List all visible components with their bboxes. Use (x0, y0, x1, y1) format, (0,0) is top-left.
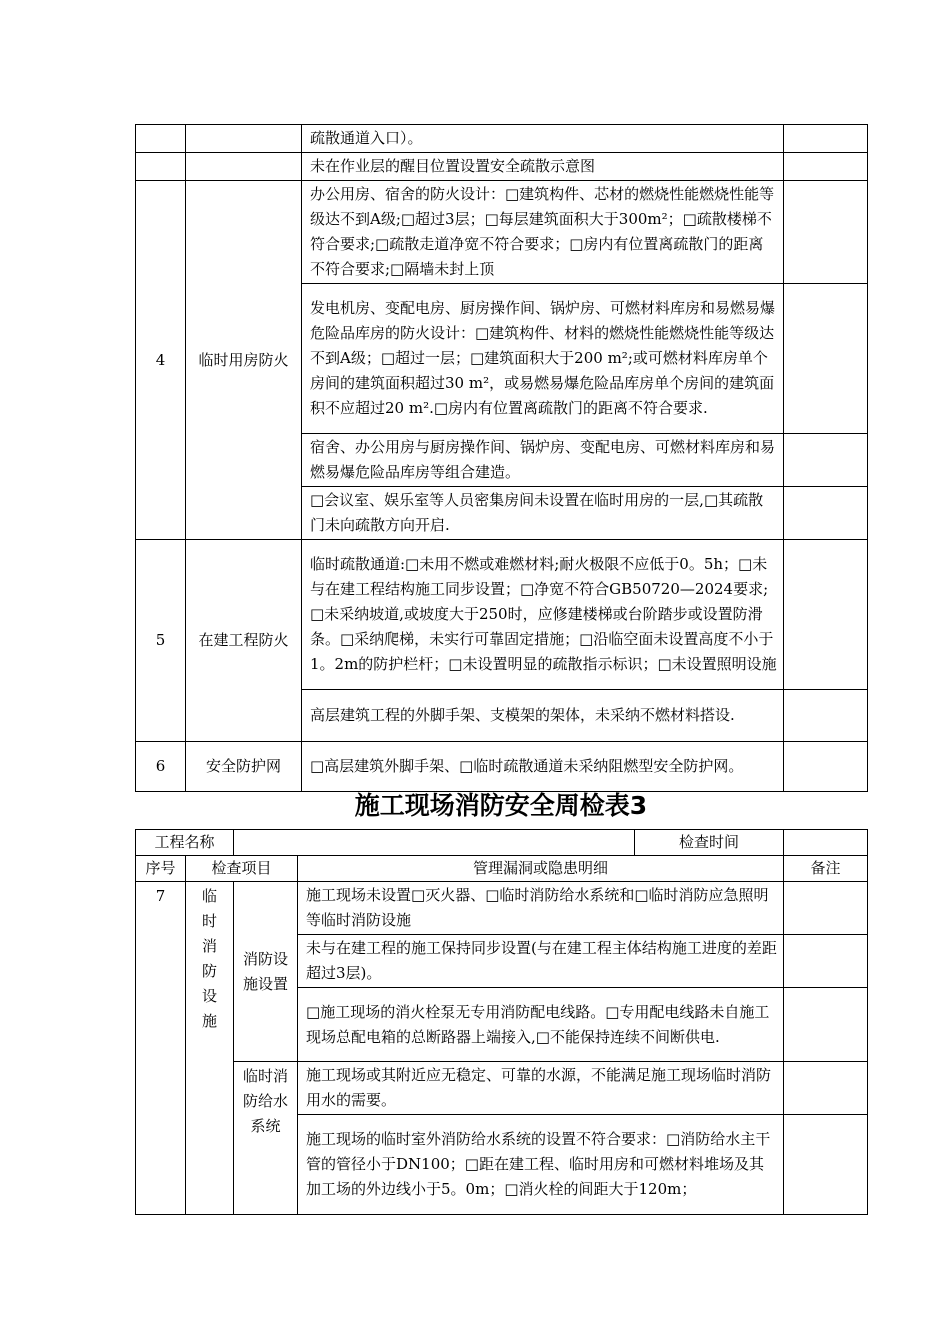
remark-cell (784, 690, 868, 742)
detail-cell: □施工现场的消火栓泵无专用消防配电线路。□专用配电线路未自施工现场总配电箱的总断路器上端接入,□不能保持连续不间断供电. (298, 988, 784, 1062)
group-no: 6 (136, 742, 186, 792)
detail-cell: 高层建筑工程的外脚手架、支模架的架体，未采纳不燃材料搭设. (302, 690, 784, 742)
group-item: 在建工程防火 (186, 540, 302, 742)
remark-cell (784, 125, 868, 153)
check-time-value[interactable] (784, 830, 868, 856)
check-time-label: 检查时间 (635, 830, 784, 856)
detail-cell: 发电机房、变配电房、厨房操作间、锅炉房、可燃材料库房和易燃易爆危险品库房的防火设计：□建筑构件、材料的燃烧性能燃烧性能等级达不到A级；□超过一层；□建筑面积大于200 m²;或可燃材料库房单个房间的建筑面积超过30 m²，或易燃易爆危险品库房单个房间的建筑面积不应超过20 m².□房内有位置离疏散门的距离不符合要求. (302, 284, 784, 434)
detail-cell: 未与在建工程的施工保持同步设置(与在建工程主体结构施工进度的差距超过3层)。 (298, 935, 784, 988)
row-no: 7 (136, 882, 186, 1215)
no-cell (136, 153, 186, 181)
inspection-table-part2 (135, 829, 868, 1215)
remark-cell (784, 540, 868, 690)
remark-cell (784, 487, 868, 540)
header-remark: 备注 (784, 856, 868, 882)
group-no: 5 (136, 540, 186, 742)
detail-cell: 施工现场未设置□灭火器、□临时消防给水系统和□临时消防应急照明等临时消防设施 (298, 882, 784, 935)
category-cell: 临时消防设施 (186, 882, 234, 1215)
remark-cell (784, 1115, 868, 1215)
remark-cell (784, 742, 868, 792)
project-name-value[interactable] (234, 830, 635, 856)
remark-cell (784, 1062, 868, 1115)
remark-cell (784, 434, 868, 487)
inspection-table-part1 (135, 124, 868, 792)
detail-cell: □会议室、娱乐室等人员密集房间未设置在临时用房的一层,□其疏散门未向疏散方向开启. (302, 487, 784, 540)
header-no: 序号 (136, 856, 186, 882)
header-item: 检查项目 (186, 856, 298, 882)
group-item: 临时用房防火 (186, 181, 302, 540)
detail-cell: □高层建筑外脚手架、□临时疏散通道未采纳阻燃型安全防护网。 (302, 742, 784, 792)
group-item: 安全防护网 (186, 742, 302, 792)
subcategory-water: 临时消防给水系统 (234, 1062, 298, 1215)
remark-cell (784, 988, 868, 1062)
item-cell (186, 125, 302, 153)
no-cell (136, 125, 186, 153)
remark-cell (784, 181, 868, 284)
project-name-label: 工程名称 (136, 830, 234, 856)
group-no: 4 (136, 181, 186, 540)
detail-cell: 未在作业层的醒目位置设置安全疏散示意图 (302, 153, 784, 181)
item-cell (186, 153, 302, 181)
detail-cell: 施工现场的临时室外消防给水系统的设置不符合要求：□消防给水主干管的管径小于DN100；□距在建工程、临时用房和可燃材料堆场及其加工场的外边线小于5。0m；□消火栓的间距大于120m； (298, 1115, 784, 1215)
detail-cell: 临时疏散通道:□未用不燃或难燃材料;耐火极限不应低于0。5h；□未与在建工程结构施工同步设置；□净宽不符合GB50720—2024要求;□未采纳坡道,或坡度大于250时，应修建楼梯或台阶踏步或设置防滑条。□采纳爬梯，未实行可靠固定措施；□沿临空面未设置高度不小于1。2m的防护栏杆；□未设置明显的疏散指示标识；□未设置照明设施 (302, 540, 784, 690)
detail-cell: 办公用房、宿舍的防火设计：□建筑构件、芯材的燃烧性能燃烧性能等级达不到A级;□超过3层；□每层建筑面积大于300m²；□疏散楼梯不符合要求;□疏散走道净宽不符合要求；□房内有位置离疏散门的距离不符合要求;□隔墙未封上顶 (302, 181, 784, 284)
remark-cell (784, 882, 868, 935)
detail-cell: 宿舍、办公用房与厨房操作间、锅炉房、变配电房、可燃材料库房和易燃易爆危险品库房等组合建造。 (302, 434, 784, 487)
detail-cell: 施工现场或其附近应无稳定、可靠的水源，不能满足施工现场临时消防用水的需要。 (298, 1062, 784, 1115)
detail-cell: 疏散通道入口）。 (302, 125, 784, 153)
page-title: 施工现场消防安全周检表3 (354, 791, 648, 820)
subcategory-facilities: 消防设施设置 (234, 882, 298, 1062)
header-detail: 管理漏洞或隐患明细 (298, 856, 784, 882)
remark-cell (784, 935, 868, 988)
remark-cell (784, 284, 868, 434)
remark-cell (784, 153, 868, 181)
